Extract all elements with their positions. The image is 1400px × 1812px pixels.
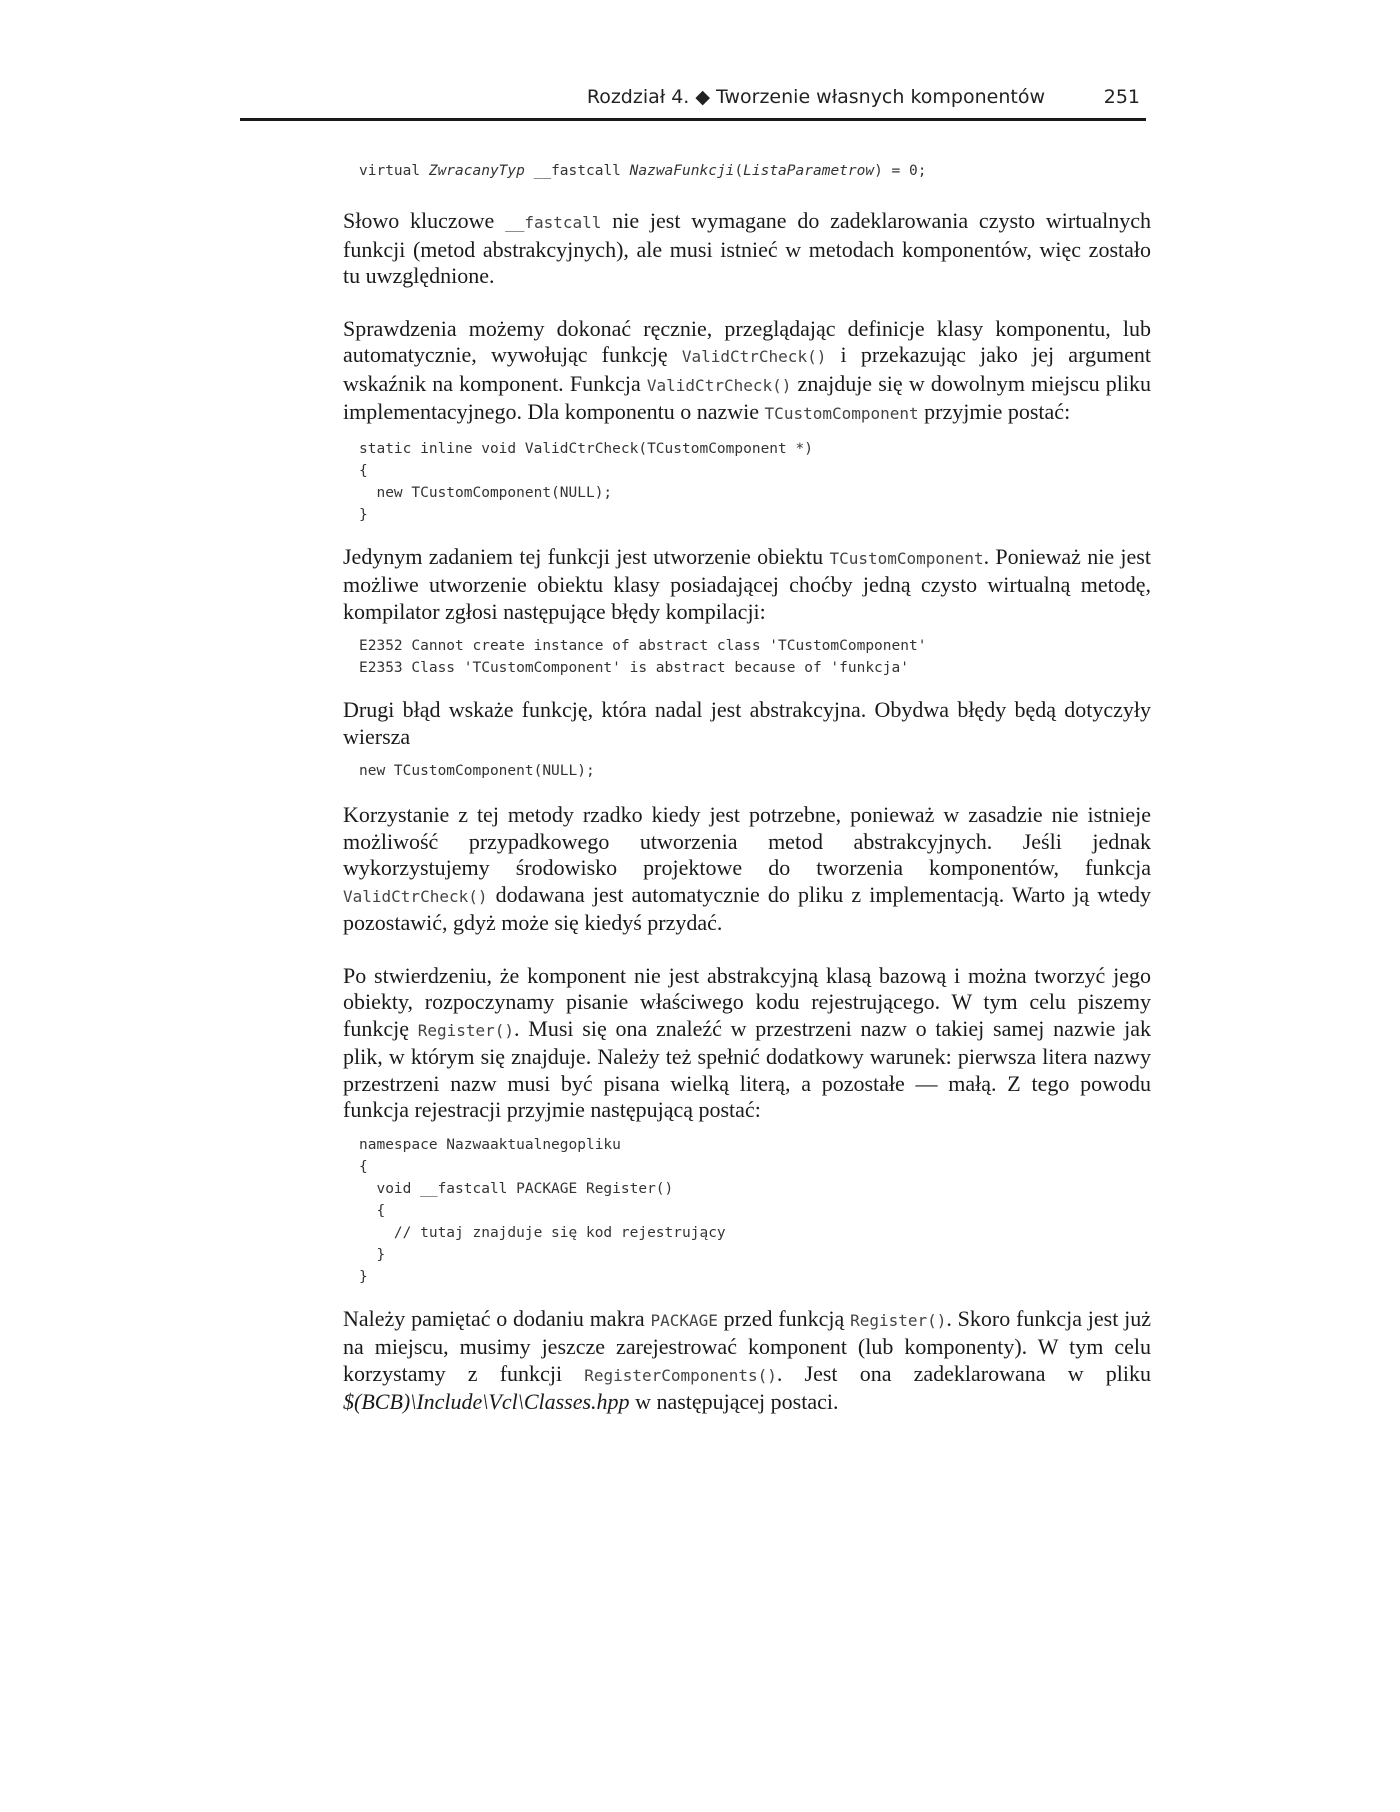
code-block-virtual-declaration (343, 160, 1151, 182)
page-header (240, 82, 1146, 121)
text: Drugi błąd wskaże funkcję, która nadal jest abstrakcyjna. Obydwa błędy będą dotyczyły wiersza (343, 697, 1151, 749)
text: dodawana jest automatycznie do pliku z implementacją. Warto ją wtedy pozostawić, gdyż może się kiedyś przydać. (343, 881, 1151, 935)
paragraph-usage (343, 802, 1151, 937)
text: . Musi się ona znaleźć w przestrzeni nazw o takiej samej nazwie jak plik, w którym się znajduje. Należy też spełnić dodatkowy warunek: pierwsza litera nazwy przestrzeni nazw musi być pisana wielką literą, a pozostałe — małą. Z tego powodu funkcja rejestracji przyjmie następującą postać: (343, 1015, 1152, 1122)
code-function-name: NazwaFunkcji (629, 163, 735, 179)
text: Należy pamiętać o dodaniu makra (343, 1305, 651, 1331)
code-block-namespace-register: namespace Nazwaaktualnegopliku { void __fastcall PACKAGE Register() { // tutaj znajduje się kod rejestrujący } } (359, 1136, 726, 1285)
code-close: ) = 0; (874, 163, 927, 179)
text: Po stwierdzeniu, że komponent nie jest abstrakcyjną klasą bazową i można tworzyć jego obiekty, rozpoczynamy pisanie właściwego kodu rejestrującego. W tym celu piszemy funkcję (343, 962, 1151, 1041)
inline-code: RegisterComponents() (584, 1365, 777, 1385)
code-block-new-component: new TCustomComponent(NULL); (359, 763, 595, 779)
inline-code: ValidCtrCheck() (646, 375, 792, 395)
text: przed funkcją (717, 1305, 851, 1331)
inline-code: PACKAGE (650, 1310, 718, 1330)
code-keyword: virtual (359, 163, 429, 179)
paragraph-register (343, 963, 1151, 1124)
running-header-title: Rozdział 4. ◆ Tworzenie własnych komponentów (586, 86, 1045, 108)
paragraph-package-macro (343, 1306, 1151, 1416)
text: Sprawdzenia możemy dokonać ręcznie, przeglądając definicje klasy komponentu, lub automatycznie, wywołując funkcję (343, 315, 1151, 367)
paragraph-second-error (343, 697, 1151, 750)
text: znajduje się w dowolnym miejscu pliku implementacyjnego. Dla komponentu o nazwie (343, 370, 1151, 424)
paragraph-fastcall (343, 208, 1151, 290)
inline-code: TCustomComponent (829, 548, 984, 568)
text: przyjmie postać: (918, 399, 1071, 424)
code-block-compiler-errors: E2352 Cannot create instance of abstract class 'TCustomComponent' E2353 Class 'TCustomComponent' is abstract because of 'funkcja' (359, 638, 927, 676)
text: nie jest wymagane do zadeklarowania czysto wirtualnych funkcji (metod abstrakcyjnych), ale musi istnieć w metodach komponentów, więc zostało tu uwzględnione. (343, 208, 1151, 288)
inline-code: TCustomComponent (764, 404, 919, 423)
inline-code: Register() (417, 1020, 515, 1040)
text: . Jest ona zadeklarowana w pliku (776, 1360, 1151, 1386)
paragraph-only-task (343, 544, 1151, 626)
file-path: $(BCB)\Include\Vcl\Classes.hpp (343, 1389, 630, 1414)
text: . Skoro funkcja jest już na miejscu, musimy jeszcze zarejestrować komponent (lub komponenty). W tym celu korzystamy z funkcji (343, 1305, 1151, 1386)
inline-code: Register() (850, 1310, 947, 1330)
text: Korzystanie z tej metody rzadko kiedy jest potrzebne, ponieważ w zasadzie nie istnieje możliwość przypadkowego utworzenia metod abstrakcyjnych. Jeśli jednak wykorzystujemy środowisko projektowe do tworzenia komponentów, funkcja (343, 802, 1151, 880)
text: i przekazując jako jej argument wskaźnik na komponent. Funkcja (343, 342, 1151, 396)
code-fastcall: __fastcall (524, 163, 630, 179)
text: w następującej postaci. (629, 1389, 839, 1414)
text: Jedynym zadaniem tej funkcji jest utworzenie obiektu (343, 543, 830, 569)
code-return-type: ZwracanyTyp (428, 163, 525, 179)
text: . Ponieważ nie jest możliwe utworzenie obiektu klasy posiadającej choćby jedną czysto wirtualną metodę, kompilator zgłosi następujące błędy kompilacji: (343, 543, 1151, 624)
code-parameter-list: ListaParametrow (743, 163, 875, 179)
text: Słowo kluczowe (343, 208, 506, 233)
code-block-validctrcheck: static inline void ValidCtrCheck(TCustomComponent *) { new TCustomComponent(NULL); } (359, 440, 813, 523)
paragraph-validation (343, 316, 1151, 428)
inline-code: ValidCtrCheck() (681, 347, 827, 366)
code-open-paren: ( (734, 163, 744, 179)
inline-code: ValidCtrCheck() (343, 886, 488, 906)
page-content (343, 160, 1151, 1416)
inline-code: __fastcall (505, 213, 602, 232)
page-number: 251 (1103, 86, 1140, 108)
